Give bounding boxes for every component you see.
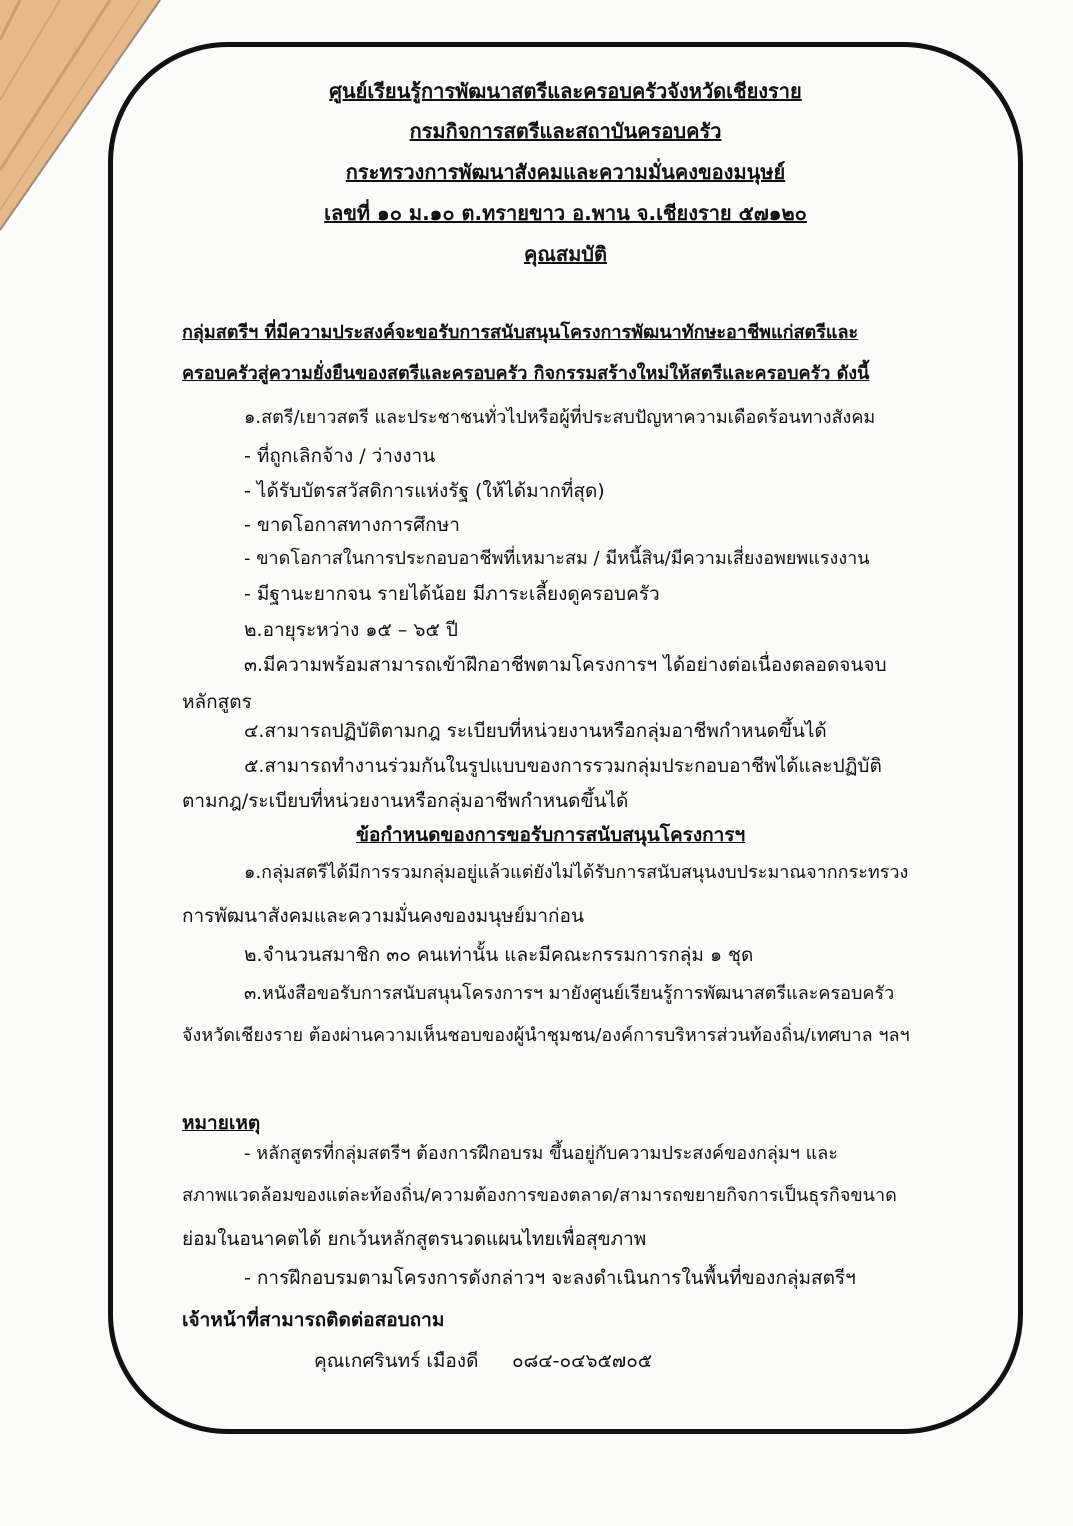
qualification-3: ๓.มีความพร้อมสามารถเข้าฝึกอาชีพตามโครงการฯ ได้อย่างต่อเนื่องตลอดจนจบ xyxy=(244,654,887,676)
condition-3: ๓.หนังสือขอรับการสนับสนุนโครงการฯ มายังศูนย์เรียนรู้การพัฒนาสตรีและครอบครัว xyxy=(244,983,895,1004)
qualification-1-sub-2: - ได้รับบัตรสวัสดิการแห่งรัฐ (ให้ได้มากที่สุด) xyxy=(244,480,605,502)
remark-1-cont-1: สภาพแวดล้อมของแต่ละท้องถิ่น/ความต้องการของตลาด/สามารถขยายกิจการเป็นธุรกิจขนาด xyxy=(182,1185,897,1206)
contact-phone: ๐๘๔-๐๔๖๕๗๐๕ xyxy=(512,1350,653,1372)
qualification-5: ๕.สามารถทำงานร่วมกันในรูปแบบของการรวมกลุ่มประกอบอาชีพได้และปฏิบัติ xyxy=(244,755,882,777)
condition-1-cont: การพัฒนาสังคมและความมั่นคงของมนุษย์มาก่อน xyxy=(182,905,584,927)
qualification-1-sub-1: - ที่ถูกเลิกจ้าง / ว่างงาน xyxy=(244,445,436,467)
header-center-name: ศูนย์เรียนรู้การพัฒนาสตรีและครอบครัวจังหวัดเชียงราย xyxy=(329,79,802,103)
conditions-title: ข้อกำหนดของการขอรับการสนับสนุนโครงการฯ xyxy=(356,824,746,846)
intro-line-2: ครอบครัวสู่ความยั่งยืนของสตรีและครอบครัว กิจกรรมสร้างใหม่ให้สตรีและครอบครัว ดังนี้ xyxy=(182,363,870,384)
contact-title: เจ้าหน้าที่สามารถติดต่อสอบถาม xyxy=(182,1309,445,1331)
remark-1-cont-2: ย่อมในอนาคตได้ ยกเว้นหลักสูตรนวดแผนไทยเพื่อสุขภาพ xyxy=(182,1228,647,1250)
contact-person: คุณเกศรินทร์ เมืองดี xyxy=(314,1350,479,1372)
header-department: กรมกิจการสตรีและสถาบันครอบครัว xyxy=(409,119,722,143)
condition-1: ๑.กลุ่มสตรีได้มีการรวมกลุ่มอยู่แล้วแต่ยังไม่ได้รับการสนับสนุนงบประมาณจากกระทรวง xyxy=(244,862,909,883)
condition-2: ๒.จำนวนสมาชิก ๓๐ คนเท่านั้น และมีคณะกรรมการกลุ่ม ๑ ชุด xyxy=(244,944,754,966)
qualification-1: ๑.สตรี/เยาวสตรี และประชาชนทั่วไปหรือผู้ที่ประสบปัญหาความเดือดร้อนทางสังคม xyxy=(244,407,876,428)
header-ministry: กระทรวงการพัฒนาสังคมและความมั่นคงของมนุษย์ xyxy=(345,160,786,184)
qualification-5-cont: ตามกฎ/ระเบียบที่หน่วยงานหรือกลุ่มอาชีพกำหนดขึ้นได้ xyxy=(182,790,629,812)
remarks-title: หมายเหตุ xyxy=(182,1112,261,1134)
condition-3-cont: จังหวัดเชียงราย ต้องผ่านความเห็นชอบของผู้นำชุมชน/องค์การบริหารส่วนท้องถิ่น/เทศบาล ฯลฯ xyxy=(182,1025,910,1046)
remark-2: - การฝึกอบรมตามโครงการดังกล่าวฯ จะลงดำเนินการในพื้นที่ของกลุ่มสตรีฯ xyxy=(244,1267,856,1289)
qualification-2: ๒.อายุระหว่าง ๑๕ – ๖๕ ปี xyxy=(244,619,458,641)
qualification-3-cont: หลักสูตร xyxy=(182,691,252,713)
qualifications-title: คุณสมบัติ xyxy=(523,242,607,266)
intro-line-1: กลุ่มสตรีฯ ที่มีความประสงค์จะขอรับการสนับสนุนโครงการพัฒนาทักษะอาชีพแก่สตรีและ xyxy=(182,322,859,343)
qualification-1-sub-5: - มีฐานะยากจน รายได้น้อย มีภาระเลี้ยงดูครอบครัว xyxy=(244,583,660,605)
header-address: เลขที่ ๑๐ ม.๑๐ ต.ทรายขาว อ.พาน จ.เชียงราย ๕๗๑๒๐ xyxy=(324,201,807,225)
qualification-4: ๔.สามารถปฏิบัติตามกฎ ระเบียบที่หน่วยงานหรือกลุ่มอาชีพกำหนดขึ้นได้ xyxy=(244,720,827,742)
qualification-1-sub-4: - ขาดโอกาสในการประกอบอาชีพที่เหมาะสม / มีหนี้สิน/มีความเสี่ยงอพยพแรงงาน xyxy=(244,548,870,569)
qualification-1-sub-3: - ขาดโอกาสทางการศึกษา xyxy=(244,514,460,536)
remark-1: - หลักสูตรที่กลุ่มสตรีฯ ต้องการฝึกอบรม ขึ้นอยู่กับความประสงค์ของกลุ่มฯ และ xyxy=(244,1143,838,1164)
